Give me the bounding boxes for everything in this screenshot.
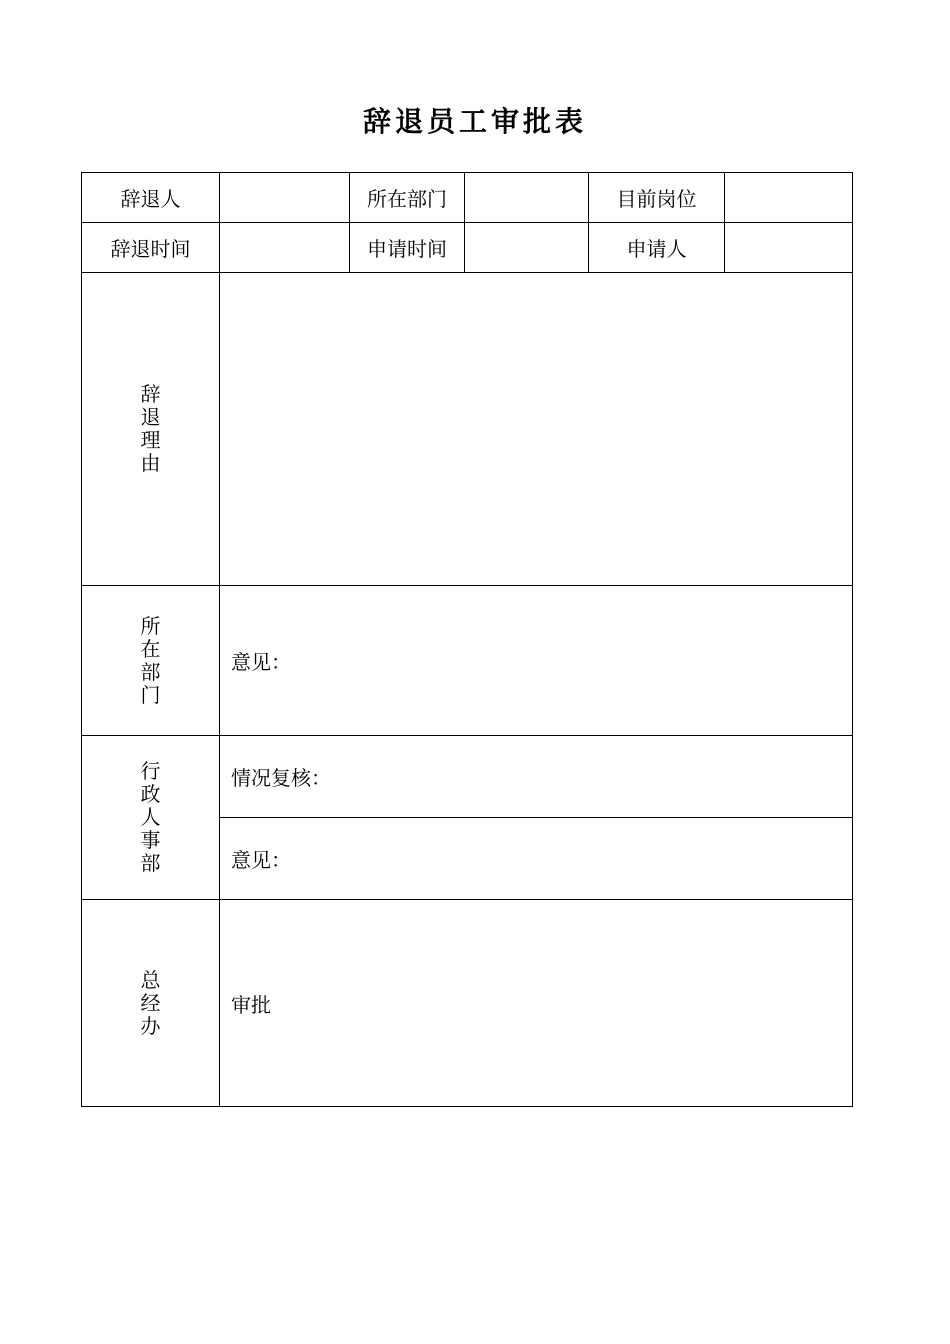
general-office-approval-field[interactable] <box>220 900 853 1107</box>
form-title: 辞退员工审批表 <box>362 105 587 138</box>
header-row-1 <box>82 173 853 223</box>
admin-hr-section-cell <box>82 736 220 900</box>
department-field[interactable] <box>465 173 589 223</box>
admin-hr-review-row <box>82 736 853 818</box>
admin-hr-section-label: 行政人事部 <box>140 759 161 875</box>
reason-row <box>82 273 853 586</box>
department-opinion-field[interactable] <box>220 586 853 736</box>
dismissed-person-label: 辞退人 <box>82 173 220 223</box>
department-opinion-label: 意见： <box>231 650 291 674</box>
admin-hr-opinion-field[interactable] <box>220 818 853 900</box>
general-office-section-cell <box>82 900 220 1107</box>
reason-label-cell <box>82 273 220 586</box>
applicant-field[interactable] <box>725 223 853 273</box>
application-date-label: 申请时间 <box>350 223 465 273</box>
dismissal-date-field[interactable] <box>220 223 350 273</box>
admin-hr-review-label: 情况复核： <box>231 766 331 790</box>
admin-hr-review-field[interactable] <box>220 736 853 818</box>
dismissed-person-field[interactable] <box>220 173 350 223</box>
applicant-label: 申请人 <box>589 223 725 273</box>
department-row <box>82 586 853 736</box>
current-position-label: 目前岗位 <box>589 173 725 223</box>
reason-label: 辞退理由 <box>140 382 161 475</box>
current-position-field[interactable] <box>725 173 853 223</box>
general-office-approval-label: 审批 <box>231 992 271 1017</box>
department-section-cell <box>82 586 220 736</box>
reason-field[interactable] <box>220 273 853 586</box>
general-office-row <box>82 900 853 1107</box>
department-label: 所在部门 <box>350 173 465 223</box>
department-section-label: 所在部门 <box>140 613 161 707</box>
admin-hr-opinion-label: 意见： <box>231 848 291 872</box>
general-office-section-label: 总经办 <box>140 967 161 1038</box>
application-date-field[interactable] <box>465 223 589 273</box>
header-row-2 <box>82 223 853 273</box>
dismissal-date-label: 辞退时间 <box>82 223 220 273</box>
approval-form-table <box>81 172 853 1107</box>
